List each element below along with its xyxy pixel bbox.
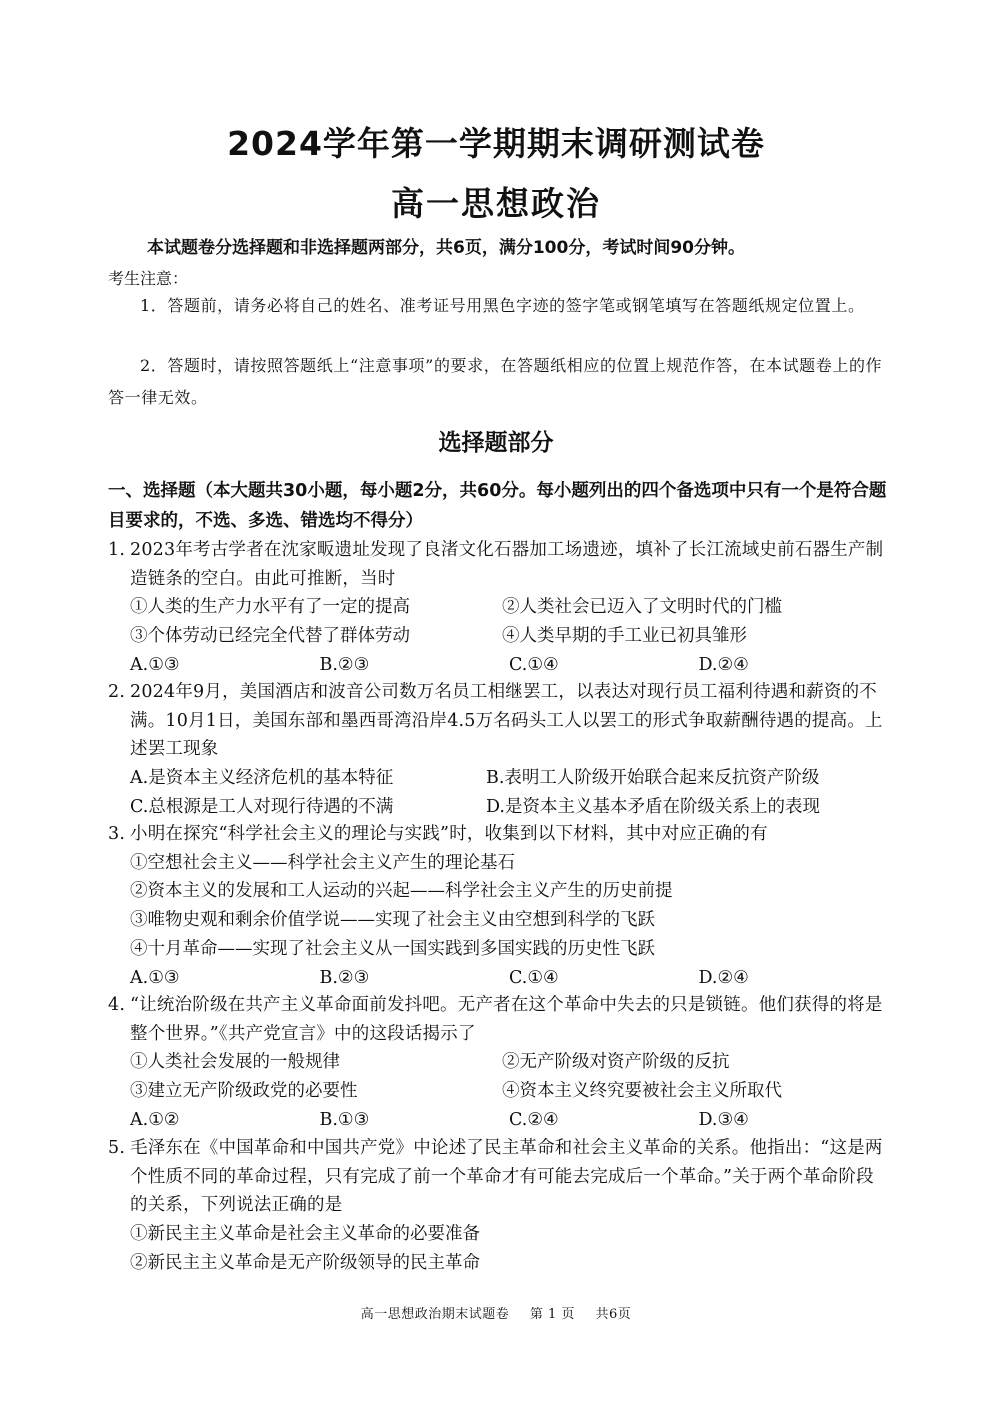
question-number: 3.	[108, 824, 126, 844]
option-d: D.③④	[698, 1109, 749, 1130]
statement: ②资本主义的发展和工人运动的兴起——科学社会主义产生的历史前提	[130, 881, 673, 902]
question-stem: 1. 2023年考古学者在沈家畈遗址发现了良渚文化石器加工场遗迹，填补了长江流域史前石器生产制造链条的空白。由此可推断，当时	[108, 536, 888, 593]
option-b: B.②③	[319, 654, 370, 675]
option-b: B.②③	[319, 967, 370, 988]
option-a: A.是资本主义经济危机的基本特征	[130, 768, 394, 789]
question-number: 4.	[108, 995, 126, 1015]
footer-page-number: 第 1 页	[529, 1307, 575, 1322]
statement: ④人类早期的手工业已初具雏形	[502, 626, 747, 647]
option-d: D.是资本主义基本矛盾在阶级关系上的表现	[486, 796, 820, 817]
footer-total-pages: 共6页	[595, 1307, 632, 1322]
footer-label: 高一思想政治期末试题卷	[360, 1307, 510, 1322]
notes-heading: 考生注意：	[108, 269, 189, 288]
part-heading: 一、选择题（本大题共30小题，每小题2分，共60分。每小题列出的四个备选项中只有一个是符合题目要求的，不选、多选、错选均不得分）	[108, 481, 887, 531]
options-row	[108, 1106, 888, 1135]
option-d: D.②④	[698, 967, 749, 988]
statement: ③唯物史观和剩余价值学说——实现了社会主义由空想到科学的飞跃	[130, 910, 655, 931]
statement: ①新民主主义革命是社会主义革命的必要准备	[130, 1224, 480, 1245]
statement-row	[108, 622, 888, 651]
statement: ④十月革命——实现了社会主义从一国实践到多国实践的历史性飞跃	[130, 938, 655, 959]
question-1	[108, 536, 888, 680]
statement-row	[108, 1077, 888, 1106]
statement: ②无产阶级对资产阶级的反抗	[502, 1052, 730, 1073]
question-stem: 4. “让统治阶级在共产主义革命面前发抖吧。无产者在这个革命中失去的只是锁链。他们获得的将是整个世界。”《共产党宣言》中的这段话揭示了	[108, 991, 888, 1048]
statement: ②新民主主义革命是无产阶级领导的民主革命	[130, 1252, 480, 1273]
option-b: B.表明工人阶级开始联合起来反抗资产阶级	[486, 768, 820, 789]
option-c: C.①④	[509, 967, 559, 988]
question-5	[108, 1134, 888, 1278]
options-row	[108, 793, 888, 822]
statement: ③个体劳动已经完全代替了群体劳动	[130, 626, 410, 647]
page-footer	[0, 1303, 992, 1322]
question-3	[108, 820, 888, 992]
options-row	[108, 764, 888, 793]
option-b: B.①③	[319, 1109, 370, 1130]
note-item: 1．答题前，请务必将自己的姓名、准考证号用黑色字迹的签字笔或钢笔填写在答题纸规定位置上。	[140, 296, 865, 315]
option-d: D.②④	[698, 654, 749, 675]
options-row	[108, 651, 888, 680]
question-stem: 2. 2024年9月，美国酒店和波音公司数万名员工相继罢工，以表达对现行员工福利待遇和薪资的不满。10月1日，美国东部和墨西哥湾沿岸4.5万名码头工人以罢工的形式争取薪酬待遇的提高。上述罢工现象	[108, 678, 888, 764]
option-a: A.①③	[130, 967, 180, 988]
option-a: A.①②	[130, 1109, 180, 1130]
exam-subject: 高一思想政治	[391, 184, 601, 223]
section-title: 选择题部分	[438, 430, 554, 456]
question-number: 5.	[108, 1138, 126, 1158]
statement: ①空想社会主义——科学社会主义产生的理论基石	[130, 852, 515, 873]
statement: ②人类社会已迈入了文明时代的门槛	[502, 597, 782, 618]
note-item: 2．答题时，请按照答题纸上“注意事项”的要求，在答题纸相应的位置上规范作答，在本试题卷上的作答一律无效。	[108, 356, 883, 407]
option-a: A.①③	[130, 654, 180, 675]
option-c: C.总根源是工人对现行待遇的不满	[130, 796, 394, 817]
statement: ④资本主义终究要被社会主义所取代	[502, 1081, 782, 1102]
question-number: 1.	[108, 540, 126, 560]
option-c: C.①④	[509, 654, 559, 675]
option-c: C.②④	[509, 1109, 559, 1130]
options-row	[108, 964, 888, 993]
statement: ①人类社会发展的一般规律	[130, 1052, 340, 1073]
question-2	[108, 678, 888, 822]
statement-row	[108, 593, 888, 622]
question-stem: 5. 毛泽东在《中国革命和中国共产党》中论述了民主革命和社会主义革命的关系。他指出：“这是两个性质不同的革命过程，只有完成了前一个革命才有可能去完成后一个革命。”关于两个革命阶段的关系，下列说法正确的是	[108, 1134, 888, 1220]
statement: ③建立无产阶级政党的必要性	[130, 1081, 358, 1102]
statement: ①人类的生产力水平有了一定的提高	[130, 597, 410, 618]
exam-intro: 本试题卷分选择题和非选择题两部分，共6页，满分100分，考试时间90分钟。	[147, 238, 745, 258]
exam-title: 2024学年第一学期期末调研测试卷	[227, 124, 765, 163]
question-stem: 3. 小明在探究“科学社会主义的理论与实践”时，收集到以下材料，其中对应正确的有	[108, 820, 888, 849]
statement-row	[108, 1048, 888, 1077]
question-4	[108, 991, 888, 1135]
question-number: 2.	[108, 682, 126, 702]
